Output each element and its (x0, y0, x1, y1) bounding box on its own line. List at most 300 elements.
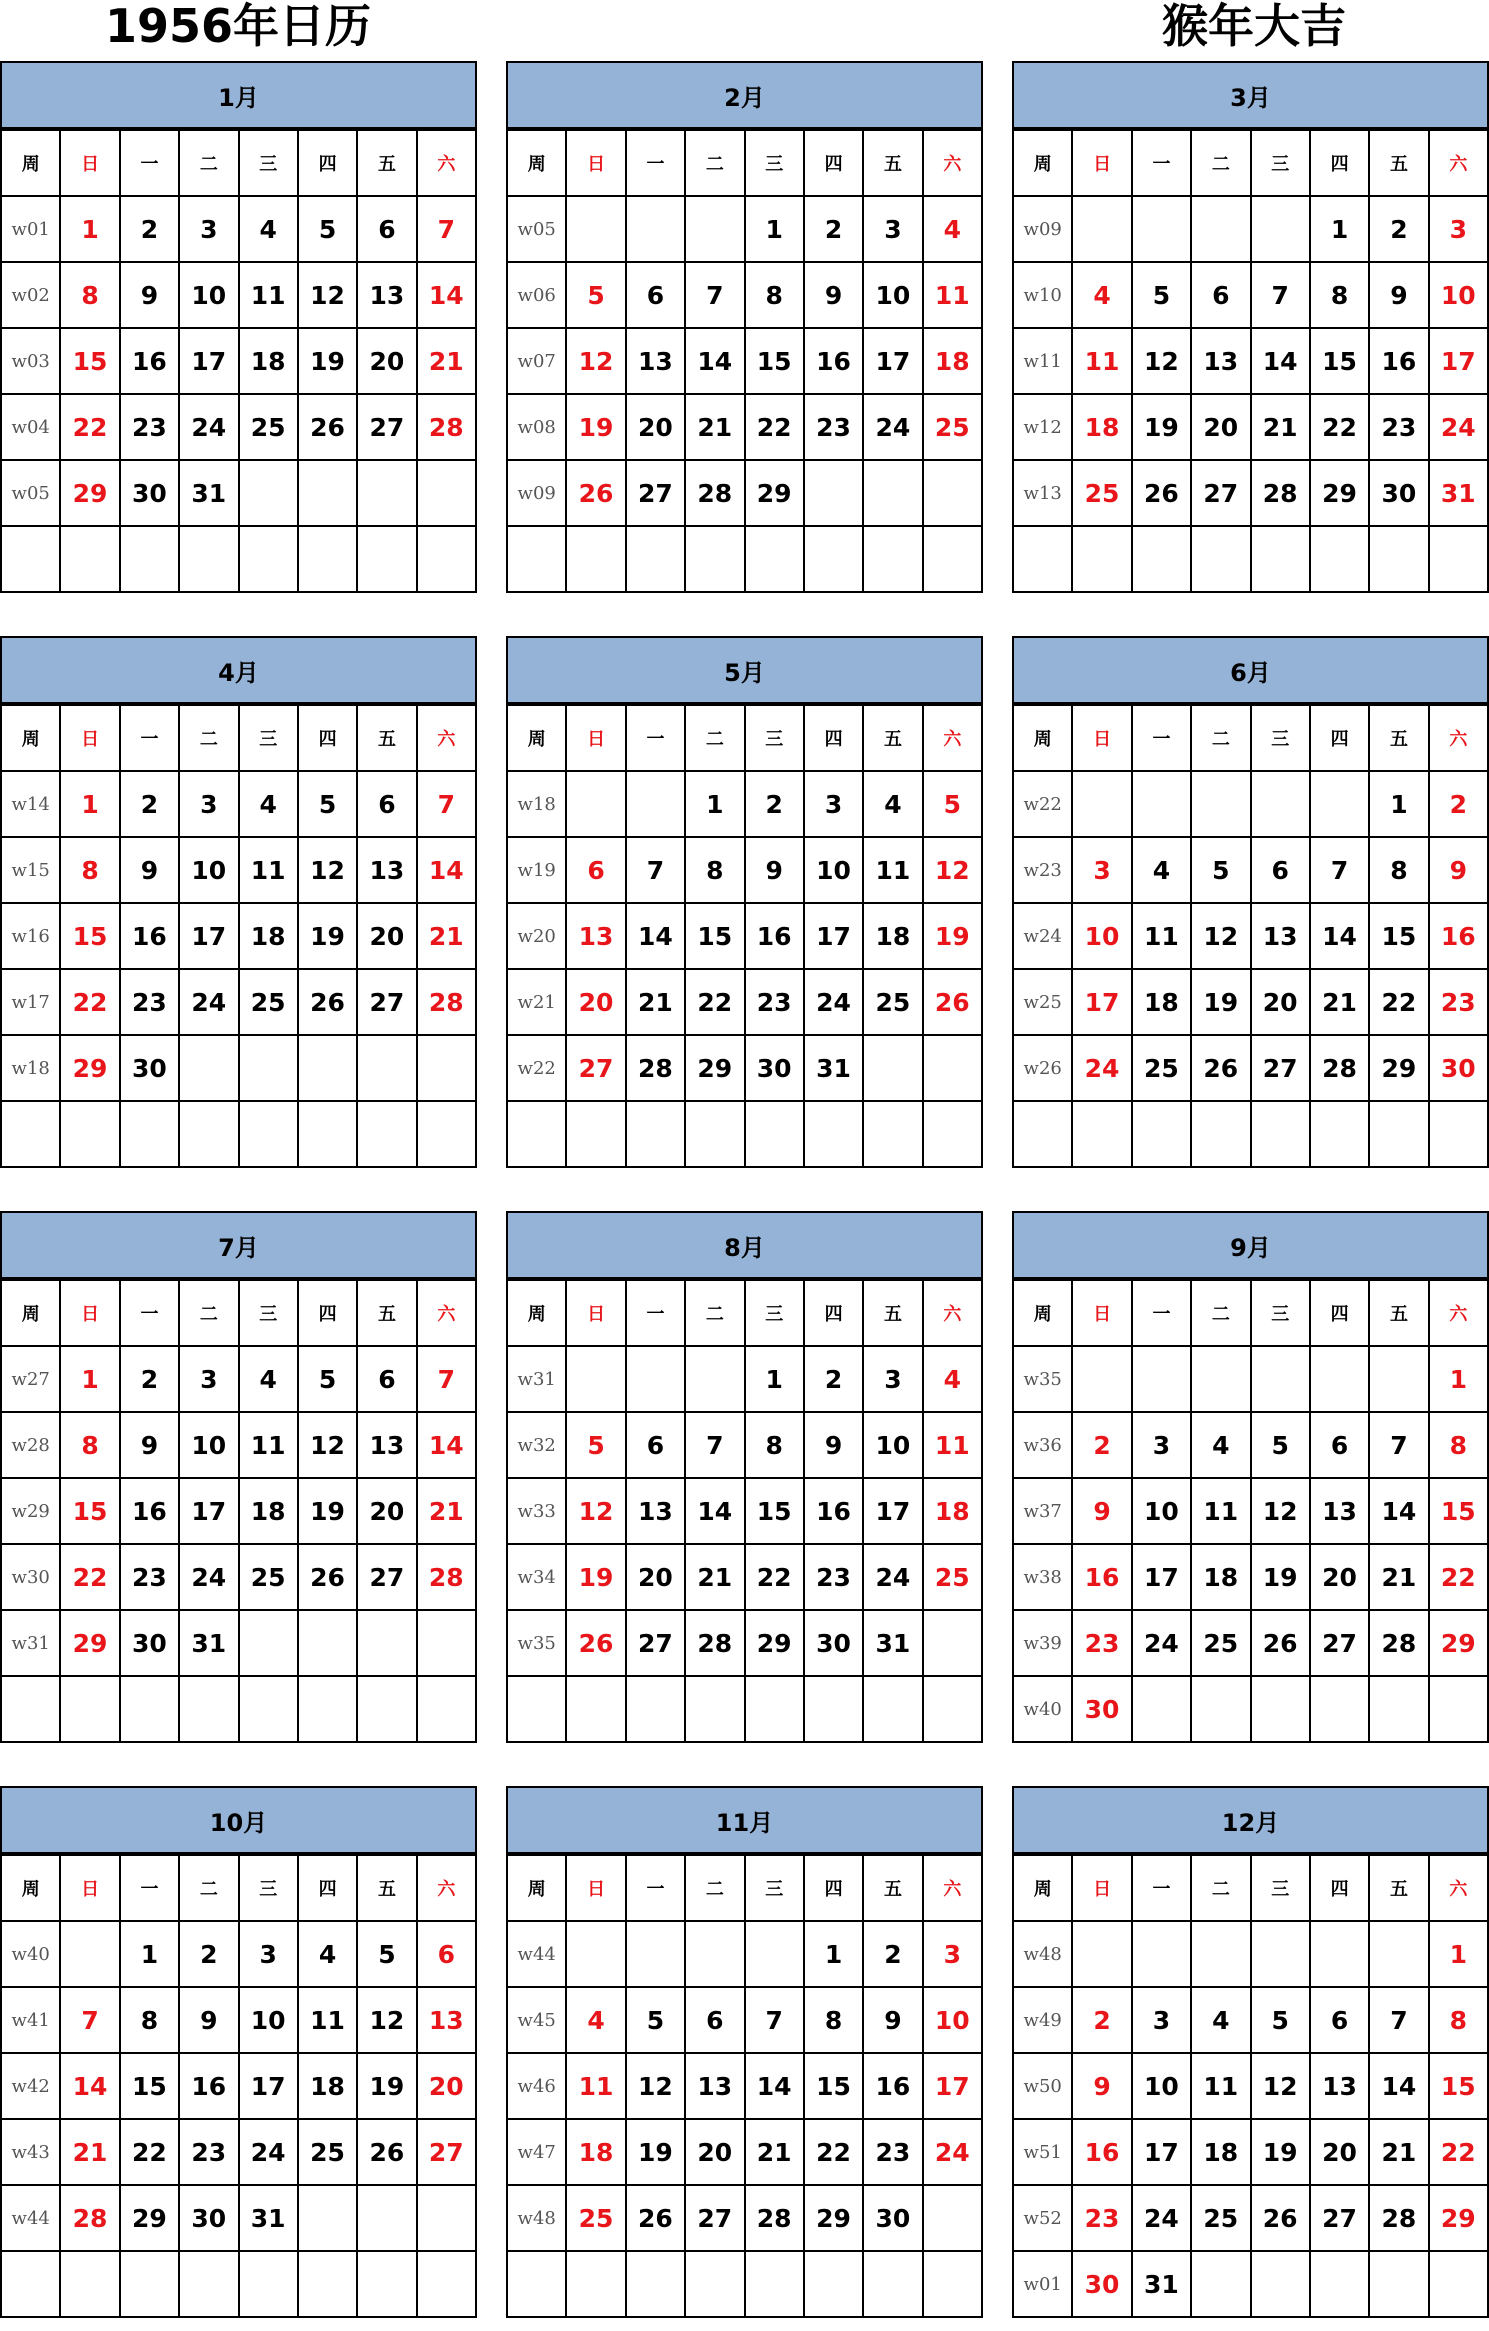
weekday-header-row (1, 130, 476, 196)
weekday-header: 二 (179, 1855, 238, 1921)
week-column-header: 周 (1, 1280, 60, 1346)
weekday-header: 六 (923, 1280, 982, 1346)
weekday-header: 三 (1251, 705, 1310, 771)
month-calendar (1012, 636, 1489, 1180)
day-cell: 30 (1429, 1035, 1488, 1101)
day-cell: 17 (863, 1478, 922, 1544)
week-number (507, 1676, 566, 1742)
month-calendar (0, 61, 477, 605)
day-cell: 5 (923, 771, 982, 837)
month-title: 5月 (506, 636, 983, 704)
month-table (1012, 129, 1489, 593)
day-cell: 8 (1429, 1987, 1488, 2053)
day-cell (566, 771, 625, 837)
day-cell: 9 (120, 262, 179, 328)
week-row (1, 1610, 476, 1676)
day-cell: 4 (863, 771, 922, 837)
week-row (1, 1346, 476, 1412)
week-row (1, 2251, 476, 2317)
day-cell (1369, 1676, 1428, 1742)
day-cell (1310, 1676, 1369, 1742)
day-cell: 10 (863, 262, 922, 328)
day-cell: 2 (863, 1921, 922, 1987)
day-cell (120, 2251, 179, 2317)
day-cell: 1 (804, 1921, 863, 1987)
day-cell: 19 (566, 1544, 625, 1610)
day-cell (745, 526, 804, 592)
day-cell (804, 526, 863, 592)
day-cell: 19 (357, 2053, 416, 2119)
day-cell: 1 (1310, 196, 1369, 262)
day-cell: 6 (357, 196, 416, 262)
month-table (1012, 1854, 1489, 2318)
week-row (1, 771, 476, 837)
day-cell: 30 (179, 2185, 238, 2251)
day-cell (298, 460, 357, 526)
day-cell (1132, 1101, 1191, 1167)
weekday-header: 二 (685, 1855, 744, 1921)
day-cell (179, 1676, 238, 1742)
week-column-header: 周 (1013, 1855, 1072, 1921)
weekday-header: 五 (357, 1280, 416, 1346)
day-cell (923, 1610, 982, 1676)
day-cell: 24 (1072, 1035, 1131, 1101)
day-cell: 25 (923, 1544, 982, 1610)
week-number: w18 (1, 1035, 60, 1101)
day-cell: 29 (685, 1035, 744, 1101)
day-cell: 28 (1369, 1610, 1428, 1676)
day-cell: 9 (1429, 837, 1488, 903)
day-cell (804, 1101, 863, 1167)
week-number: w01 (1013, 2251, 1072, 2317)
week-row (1013, 2053, 1488, 2119)
day-cell: 9 (120, 837, 179, 903)
week-number: w06 (507, 262, 566, 328)
month-title: 4月 (0, 636, 477, 704)
day-cell: 15 (60, 328, 119, 394)
day-cell: 11 (298, 1987, 357, 2053)
day-cell: 2 (1369, 196, 1428, 262)
day-cell: 14 (1369, 1478, 1428, 1544)
week-number (507, 1101, 566, 1167)
day-cell (120, 526, 179, 592)
day-cell: 29 (60, 1035, 119, 1101)
day-cell: 11 (923, 262, 982, 328)
day-cell (239, 1101, 298, 1167)
week-row (1013, 196, 1488, 262)
day-cell: 5 (298, 196, 357, 262)
day-cell (417, 1676, 476, 1742)
week-number: w22 (1013, 771, 1072, 837)
day-cell (863, 460, 922, 526)
day-cell: 22 (1429, 1544, 1488, 1610)
day-cell: 7 (1369, 1412, 1428, 1478)
day-cell: 30 (804, 1610, 863, 1676)
day-cell: 12 (298, 262, 357, 328)
day-cell: 3 (863, 196, 922, 262)
week-row (507, 837, 982, 903)
day-cell: 24 (1132, 1610, 1191, 1676)
weekday-header: 六 (1429, 1855, 1488, 1921)
day-cell: 17 (179, 1478, 238, 1544)
day-cell (923, 526, 982, 592)
day-cell: 2 (804, 196, 863, 262)
day-cell: 12 (1251, 1478, 1310, 1544)
day-cell: 12 (566, 1478, 625, 1544)
day-cell: 12 (923, 837, 982, 903)
day-cell: 1 (745, 196, 804, 262)
weekday-header: 二 (1191, 1280, 1250, 1346)
day-cell: 3 (1132, 1987, 1191, 2053)
week-column-header: 周 (1, 705, 60, 771)
day-cell (1191, 526, 1250, 592)
weekday-header: 三 (745, 130, 804, 196)
day-cell: 21 (685, 1544, 744, 1610)
week-row (1013, 1610, 1488, 1676)
week-number: w45 (507, 1987, 566, 2053)
day-cell (1191, 1101, 1250, 1167)
day-cell (1310, 526, 1369, 592)
week-row (1, 1676, 476, 1742)
week-row (507, 262, 982, 328)
day-cell: 13 (417, 1987, 476, 2053)
week-number: w20 (507, 903, 566, 969)
week-number: w13 (1013, 460, 1072, 526)
day-cell: 8 (804, 1987, 863, 2053)
month-table (506, 1279, 983, 1743)
week-number: w32 (507, 1412, 566, 1478)
day-cell (1251, 1101, 1310, 1167)
day-cell: 7 (685, 262, 744, 328)
day-cell (745, 1921, 804, 1987)
day-cell (239, 1676, 298, 1742)
week-number: w30 (1, 1544, 60, 1610)
month-table (0, 704, 477, 1168)
day-cell: 4 (1132, 837, 1191, 903)
day-cell: 22 (1369, 969, 1428, 1035)
weekday-header: 一 (1132, 130, 1191, 196)
week-number (1, 526, 60, 592)
day-cell: 26 (298, 1544, 357, 1610)
day-cell (298, 1101, 357, 1167)
weekday-header: 日 (566, 1855, 625, 1921)
day-cell (863, 1101, 922, 1167)
day-cell: 11 (1132, 903, 1191, 969)
day-cell (60, 2251, 119, 2317)
week-number: w50 (1013, 2053, 1072, 2119)
week-row (1013, 771, 1488, 837)
week-row (507, 1035, 982, 1101)
weekday-header: 一 (626, 705, 685, 771)
day-cell: 28 (417, 1544, 476, 1610)
day-cell: 19 (1251, 1544, 1310, 1610)
day-cell: 15 (120, 2053, 179, 2119)
week-number: w19 (507, 837, 566, 903)
day-cell: 23 (1072, 2185, 1131, 2251)
day-cell: 21 (1369, 2119, 1428, 2185)
week-row (1013, 328, 1488, 394)
day-cell (1191, 2251, 1250, 2317)
day-cell (1072, 1101, 1131, 1167)
day-cell: 13 (357, 262, 416, 328)
day-cell (298, 1676, 357, 1742)
weekday-header-row (1013, 1280, 1488, 1346)
day-cell: 27 (357, 1544, 416, 1610)
day-cell: 18 (239, 903, 298, 969)
day-cell (179, 1035, 238, 1101)
day-cell: 9 (1072, 1478, 1131, 1544)
weekday-header: 一 (120, 705, 179, 771)
day-cell: 27 (626, 460, 685, 526)
week-number: w03 (1, 328, 60, 394)
day-cell: 27 (357, 394, 416, 460)
day-cell: 6 (357, 1346, 416, 1412)
day-cell: 5 (357, 1921, 416, 1987)
month-title: 11月 (506, 1786, 983, 1854)
weekday-header: 五 (357, 130, 416, 196)
day-cell: 20 (357, 328, 416, 394)
week-number (507, 2251, 566, 2317)
day-cell: 8 (60, 262, 119, 328)
week-row (507, 969, 982, 1035)
week-row (507, 1921, 982, 1987)
day-cell: 10 (1132, 2053, 1191, 2119)
day-cell (745, 1101, 804, 1167)
day-cell (298, 1035, 357, 1101)
month-calendar (1012, 61, 1489, 605)
day-cell: 2 (804, 1346, 863, 1412)
day-cell: 18 (923, 328, 982, 394)
day-cell (1191, 1921, 1250, 1987)
week-column-header: 周 (507, 705, 566, 771)
day-cell: 2 (120, 771, 179, 837)
day-cell: 12 (1191, 903, 1250, 969)
day-cell: 11 (1191, 2053, 1250, 2119)
day-cell: 20 (685, 2119, 744, 2185)
day-cell (566, 1101, 625, 1167)
week-row (1, 1412, 476, 1478)
day-cell: 1 (60, 196, 119, 262)
weekday-header: 六 (1429, 130, 1488, 196)
day-cell: 29 (1429, 1610, 1488, 1676)
day-cell: 10 (1072, 903, 1131, 969)
day-cell (1429, 1101, 1488, 1167)
day-cell (745, 2251, 804, 2317)
day-cell: 8 (685, 837, 744, 903)
day-cell: 8 (1369, 837, 1428, 903)
week-row (1013, 1101, 1488, 1167)
day-cell: 28 (745, 2185, 804, 2251)
week-row (507, 2119, 982, 2185)
day-cell (417, 460, 476, 526)
week-row (1013, 1676, 1488, 1742)
day-cell (60, 526, 119, 592)
day-cell: 20 (626, 1544, 685, 1610)
day-cell: 11 (1072, 328, 1131, 394)
week-number: w01 (1, 196, 60, 262)
day-cell: 10 (863, 1412, 922, 1478)
day-cell: 15 (60, 1478, 119, 1544)
week-row (507, 1478, 982, 1544)
day-cell: 27 (1310, 2185, 1369, 2251)
day-cell: 3 (1132, 1412, 1191, 1478)
day-cell: 8 (60, 1412, 119, 1478)
day-cell: 14 (1369, 2053, 1428, 2119)
day-cell: 26 (1251, 2185, 1310, 2251)
day-cell: 4 (1191, 1412, 1250, 1478)
week-column-header: 周 (1, 130, 60, 196)
day-cell (1310, 1346, 1369, 1412)
day-cell: 25 (1191, 2185, 1250, 2251)
day-cell: 17 (239, 2053, 298, 2119)
weekday-header-row (507, 1855, 982, 1921)
day-cell (804, 460, 863, 526)
day-cell: 15 (685, 903, 744, 969)
month-table (1012, 1279, 1489, 1743)
day-cell: 14 (417, 262, 476, 328)
day-cell (923, 1676, 982, 1742)
day-cell: 29 (60, 1610, 119, 1676)
day-cell: 16 (120, 328, 179, 394)
day-cell: 21 (417, 328, 476, 394)
day-cell: 24 (863, 1544, 922, 1610)
day-cell: 9 (1072, 2053, 1131, 2119)
day-cell (239, 1035, 298, 1101)
day-cell (1369, 1346, 1428, 1412)
day-cell: 7 (626, 837, 685, 903)
day-cell: 13 (357, 1412, 416, 1478)
day-cell: 28 (685, 460, 744, 526)
week-row (1, 1101, 476, 1167)
day-cell: 16 (804, 328, 863, 394)
week-row (1013, 460, 1488, 526)
day-cell (1132, 1921, 1191, 1987)
day-cell (923, 1101, 982, 1167)
day-cell: 30 (1072, 1676, 1131, 1742)
day-cell (626, 1346, 685, 1412)
weekday-header: 六 (923, 130, 982, 196)
week-number: w34 (507, 1544, 566, 1610)
weekday-header: 五 (863, 1855, 922, 1921)
week-number: w35 (507, 1610, 566, 1676)
week-number: w46 (507, 2053, 566, 2119)
day-cell (1251, 1346, 1310, 1412)
week-row (1, 1035, 476, 1101)
day-cell (863, 1035, 922, 1101)
day-cell: 7 (745, 1987, 804, 2053)
week-row (507, 394, 982, 460)
day-cell (298, 2185, 357, 2251)
day-cell: 29 (745, 460, 804, 526)
week-number: w02 (1, 262, 60, 328)
day-cell (1251, 196, 1310, 262)
weekday-header-row (1013, 130, 1488, 196)
week-number: w22 (507, 1035, 566, 1101)
day-cell: 15 (804, 2053, 863, 2119)
day-cell (1251, 771, 1310, 837)
month-title: 9月 (1012, 1211, 1489, 1279)
month-calendar (1012, 1786, 1489, 2330)
weekday-header: 二 (1191, 1855, 1250, 1921)
day-cell: 22 (60, 1544, 119, 1610)
week-number: w37 (1013, 1478, 1072, 1544)
day-cell: 12 (1132, 328, 1191, 394)
week-number: w09 (507, 460, 566, 526)
day-cell (417, 1610, 476, 1676)
day-cell: 25 (566, 2185, 625, 2251)
day-cell: 2 (120, 1346, 179, 1412)
day-cell: 23 (120, 1544, 179, 1610)
day-cell: 9 (1369, 262, 1428, 328)
week-row (1013, 2119, 1488, 2185)
week-row (507, 2251, 982, 2317)
day-cell: 3 (179, 1346, 238, 1412)
day-cell: 13 (626, 1478, 685, 1544)
week-row (1013, 903, 1488, 969)
day-cell: 29 (804, 2185, 863, 2251)
weekday-header: 二 (1191, 130, 1250, 196)
day-cell (863, 1676, 922, 1742)
day-cell: 5 (566, 262, 625, 328)
day-cell: 20 (1310, 2119, 1369, 2185)
day-cell: 17 (179, 328, 238, 394)
week-number: w51 (1013, 2119, 1072, 2185)
day-cell: 19 (626, 2119, 685, 2185)
day-cell (357, 1676, 416, 1742)
day-cell (804, 2251, 863, 2317)
day-cell: 22 (1310, 394, 1369, 460)
weekday-header: 五 (863, 130, 922, 196)
weekday-header-row (507, 1280, 982, 1346)
week-row (507, 771, 982, 837)
day-cell: 21 (685, 394, 744, 460)
week-number: w08 (507, 394, 566, 460)
weekday-header: 日 (60, 130, 119, 196)
day-cell (685, 1921, 744, 1987)
day-cell: 14 (1251, 328, 1310, 394)
day-cell: 24 (863, 394, 922, 460)
day-cell: 31 (239, 2185, 298, 2251)
week-column-header: 周 (1013, 130, 1072, 196)
day-cell: 31 (179, 1610, 238, 1676)
weekday-header: 四 (804, 705, 863, 771)
day-cell: 4 (298, 1921, 357, 1987)
month-calendar (506, 61, 983, 605)
week-row (1013, 1544, 1488, 1610)
day-cell: 2 (1072, 1412, 1131, 1478)
week-column-header: 周 (1013, 1280, 1072, 1346)
day-cell (923, 2185, 982, 2251)
day-cell (566, 196, 625, 262)
weekday-header: 五 (357, 1855, 416, 1921)
day-cell: 11 (239, 837, 298, 903)
weekday-header: 六 (1429, 1280, 1488, 1346)
day-cell: 27 (417, 2119, 476, 2185)
day-cell: 4 (923, 1346, 982, 1412)
week-row (1, 526, 476, 592)
week-number: w40 (1013, 1676, 1072, 1742)
week-row (507, 1987, 982, 2053)
weekday-header-row (1013, 705, 1488, 771)
day-cell: 5 (626, 1987, 685, 2053)
week-row (1013, 969, 1488, 1035)
day-cell: 8 (1429, 1412, 1488, 1478)
day-cell: 11 (239, 1412, 298, 1478)
day-cell (357, 1035, 416, 1101)
day-cell: 1 (685, 771, 744, 837)
day-cell: 4 (239, 1346, 298, 1412)
week-number: w14 (1, 771, 60, 837)
